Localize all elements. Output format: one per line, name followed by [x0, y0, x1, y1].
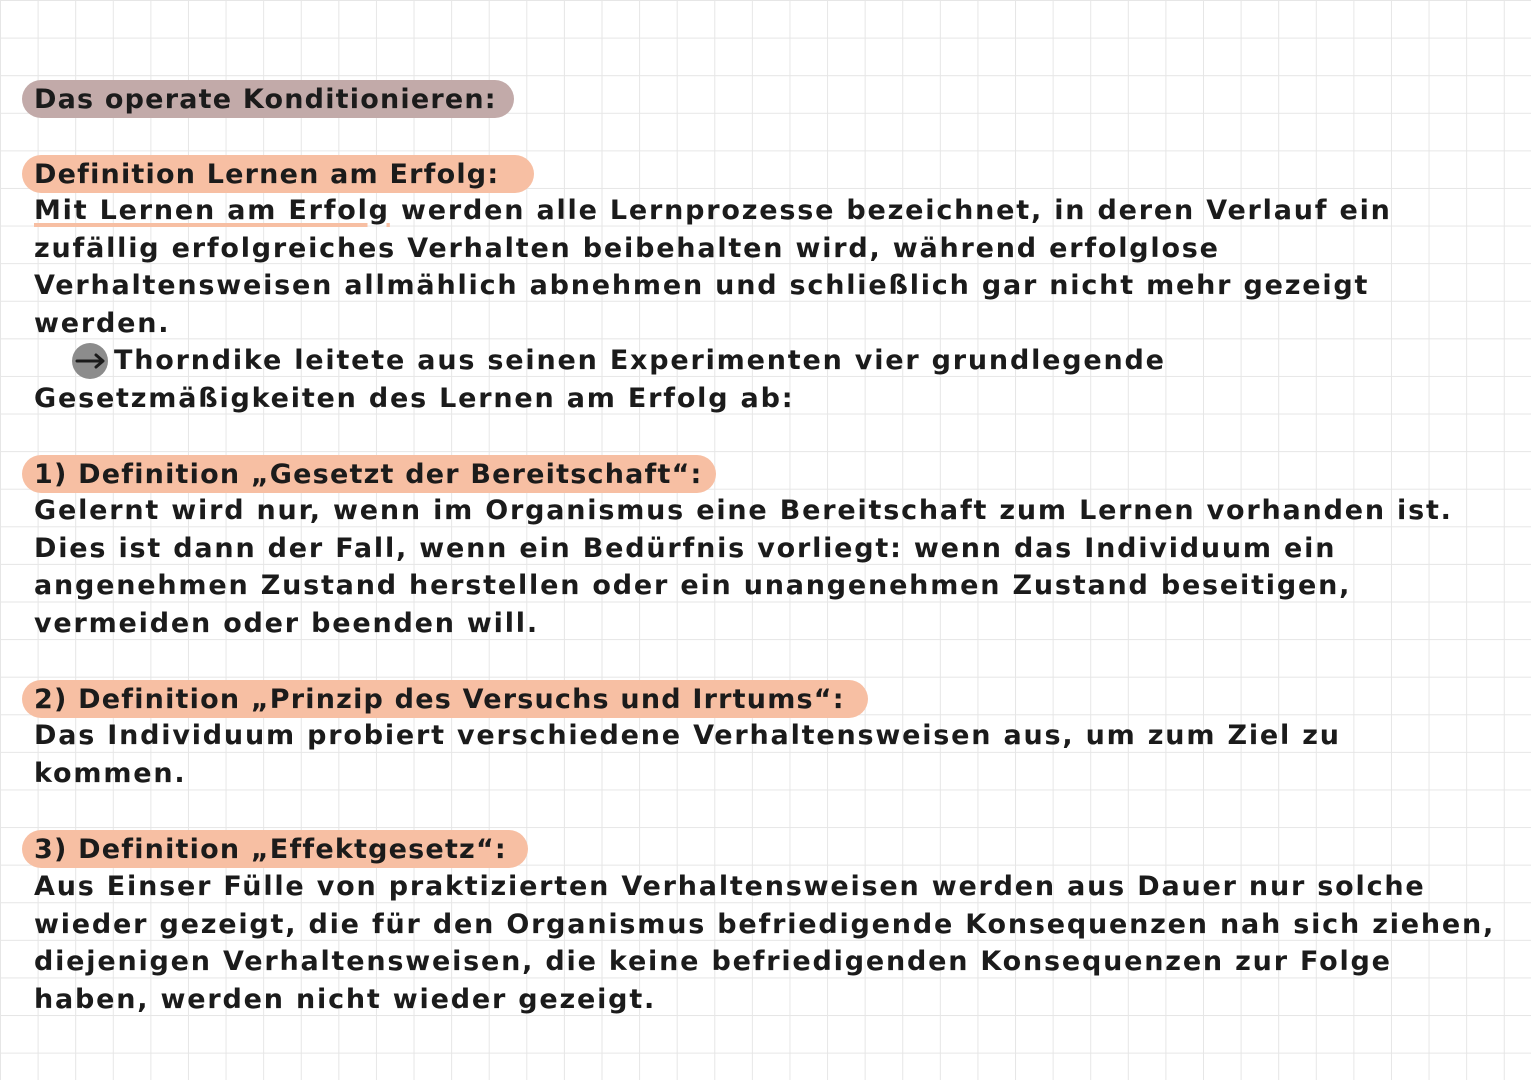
title-highlight [22, 80, 514, 118]
def2-heading: 2) Definition „Prinzip des Versuchs und Irrtums“: [34, 683, 845, 715]
def3-body [34, 868, 1495, 1018]
def3-line-3: diejenigen Verhaltensweisen, die keine befriedigenden Konsequenzen zur Folge [34, 946, 1392, 977]
def2-line-2: kommen. [34, 757, 187, 789]
thorndike-note-line-1: Thorndike leitete aus seinen Experimenten vier grundlegende [114, 345, 1166, 376]
lernen-am-erfolg-term: Mit Lernen am Erfolg [34, 195, 390, 226]
def1-line-1: Gelernt wird nur, wenn im Organismus eine Bereitschaft zum Lernen vorhanden ist. [34, 495, 1453, 526]
page-title: Das operate Konditionieren: [34, 83, 497, 115]
definition-lernen-line-1 [34, 192, 1392, 230]
def1-line-4: vermeiden oder beenden will. [34, 607, 539, 639]
definition-lernen-body [34, 192, 1392, 417]
def2-body [34, 717, 1341, 792]
definition-lernen-line-3: Verhaltensweisen allmählich abnehmen und schließlich gar nicht mehr gezeigt [34, 270, 1370, 301]
def3-heading: 3) Definition „Effektgesetz“: [34, 833, 507, 865]
definition-lernen-heading-highlight [22, 155, 534, 193]
thorndike-note [34, 342, 1392, 380]
definition-lernen-line-2: zufällig erfolgreiches Verhalten beibehalten wird, während erfolglose [34, 232, 1220, 264]
def2-heading-highlight [22, 680, 868, 718]
def1-body [34, 492, 1453, 642]
def2-line-1: Das Individuum probiert verschiedene Verhaltensweisen aus, um zum Ziel zu [34, 720, 1341, 751]
def3-heading-highlight [22, 830, 528, 868]
definition-lernen-line-1-rest: werden alle Lernprozesse bezeichnet, in deren Verlauf ein [389, 195, 1392, 226]
def1-heading-highlight [22, 455, 716, 493]
def3-line-1: Aus Einser Fülle von praktizierten Verhaltensweisen werden aus Dauer nur solche [34, 871, 1426, 902]
arrow-right-icon [72, 343, 108, 379]
def1-line-3: angenehmen Zustand herstellen oder ein unangenehmen Zustand beseitigen, [34, 570, 1352, 601]
def1-heading: 1) Definition „Gesetzt der Bereitschaft“: [34, 458, 703, 490]
def3-line-4: haben, werden nicht wieder gezeigt. [34, 983, 657, 1015]
thorndike-note-line-2: Gesetzmäßigkeiten des Lernen am Erfolg ab: [34, 382, 795, 414]
definition-lernen-heading: Definition Lernen am Erfolg: [34, 158, 500, 190]
def3-line-2: wieder gezeigt, die für den Organismus befriedigende Konsequenzen nah sich ziehen, [34, 908, 1496, 940]
definition-lernen-line-4: werden. [34, 307, 171, 339]
def1-line-2: Dies ist dann der Fall, wenn ein Bedürfnis vorliegt: wenn das Individuum ein [34, 532, 1337, 564]
